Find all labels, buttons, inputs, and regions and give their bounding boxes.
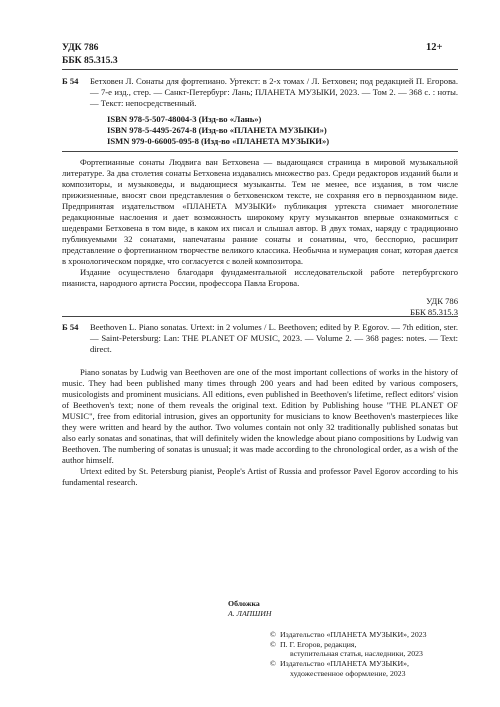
ru-annotation (62, 157, 458, 289)
section-divider (62, 316, 458, 317)
age-rating-badge: 12+ (426, 42, 443, 53)
copyright-text-continued: художественное оформление, 2023 (290, 668, 406, 678)
copyright-block (270, 630, 470, 679)
cover-heading: Обложка (228, 599, 260, 608)
cover-credit (228, 599, 272, 619)
copyright-text-continued: вступительная статья, наследники, 2023 (290, 649, 423, 659)
ru-acknowledgement-paragraph: Издание осуществлено благодаря фундаментальной исследовательской работе петербургского пианиста, народного артиста России, профессора Павла Егорова. (62, 267, 458, 288)
copyright-icon: © (270, 639, 276, 649)
udc-code: УДК 786 (62, 42, 99, 53)
ru-classification (386, 296, 458, 318)
en-biblio-text: Beethoven L. Piano sonatas. Urtext: in 2 volumes / L. Beethoven; edited by P. Egorov. — 7th edition, ster. — Saint-Petersburg: Lan: THE PLANET OF MUSIC, 2023. — Volume 2. — 368 pages: notes. — Text: direct. (90, 322, 458, 354)
isbn-lan: ISBN 978-5-507-48004-3 (Изд-во «Лань») (107, 114, 262, 124)
en-annotation-paragraph: Piano sonatas by Ludwig van Beethoven are one of the most important collections of works in the history of music. They had been published many times through 200 years and had been edited by various composers, musicologists and prominent musicians. All editions, even published in Beethoven's lifetime, reflect editors' vision of Beethoven's text; none of them reveals the original text. Edition by Publishing house "THE PLANET OF MUSIC", free from editorial intrusion, gives an opportunity for musicians to know Beethoven's masterpieces like they were written and heard by the author. Two volumes contain not only 32 traditionally published sonatas but also early sonatas and sonatinas, that will definitely widen the knowledge about piano compositions by Ludwig van Beethoven. The numbering of sonatas is unusual; it was made according to the chronological order, as a wish of the author himself. (62, 367, 458, 465)
copyright-text: Издательство «ПЛАНЕТА МУЗЫКИ», (280, 659, 409, 669)
en-credit-paragraph: Urtext edited by St. Petersburg pianist, People's Artist of Russia and professor Pavel Egorov according to his fundamental research. (62, 466, 458, 487)
copyright-line (270, 630, 470, 640)
copyright-icon: © (270, 630, 276, 639)
ru-bbk-code: ББК 85.315.3 (410, 307, 458, 317)
en-annotation (62, 367, 458, 488)
header-classification (62, 42, 118, 67)
ismn-planet: ISMN 979-0-66005-095-8 (Изд-во «ПЛАНЕТА МУЗЫКИ») (107, 136, 330, 147)
ru-udc-code: УДК 786 (426, 296, 458, 306)
bbk-code: ББК 85.315.3 (62, 54, 118, 66)
copyright-icon: © (270, 659, 276, 669)
isbn-divider (62, 151, 458, 152)
isbn-list (107, 114, 329, 148)
ru-biblio-text: Бетховен Л. Сонаты для фортепиано. Уртекст: в 2-х томах / Л. Бетховен; под редакцией П. Егорова. — 7-е изд., стер. — Санкт-Петербург: Лань; ПЛАНЕТА МУЗЫКИ, 2023. — Том 2. — 368 с. : ноты. — Текст: непосредственный. (90, 76, 458, 108)
cover-artist: А. ЛАПШИН (228, 609, 272, 618)
en-bibliographic-record (62, 322, 458, 355)
ru-author-mark: Б 54 (62, 76, 79, 86)
copyright-line (270, 659, 470, 678)
ru-bibliographic-record (62, 76, 458, 109)
copyright-text: П. Г. Егоров, редакция, (280, 639, 357, 649)
isbn-planet: ISBN 978-5-4495-2674-8 (Изд-во «ПЛАНЕТА МУЗЫКИ») (107, 125, 327, 136)
ru-annotation-paragraph: Фортепианные сонаты Людвига ван Бетховена — выдающаяся страница в мировой музыкальной литературе. За два столетия сонаты Бетховена издавались множество раз. Среди редакторов изданий были и композиторы, и музыковеды, и выдающиеся музыканты. Тем не менее, все издания, в том числе прижизненные, вносят свои представления о бетховенском тексте, не сохраняя его в первозданном виде. Предпринятая издательством «ПЛАНЕТА МУЗЫКИ» публикация уртекста снимает многолетние редакционные наслоения и дает возможность широкому кругу музыкантов впервые ознакомиться с шедеврами Бетховена в том виде, в каком их писал и слышал автор. В двух томах, наряду с традиционно публикуемыми 32 сонатами, напечатаны ранние сонаты и сонатины, что, бесспорно, расширит представление о фортепианном творчестве великого классика. Необычна и нумерация сонат, которая дается в хронологическом порядке, что согласуется с волей композитора. (62, 157, 458, 266)
copyright-line (270, 640, 470, 659)
top-divider (62, 69, 458, 70)
en-author-mark: Б 54 (62, 322, 79, 332)
copyright-text: Издательство «ПЛАНЕТА МУЗЫКИ», 2023 (280, 630, 427, 639)
